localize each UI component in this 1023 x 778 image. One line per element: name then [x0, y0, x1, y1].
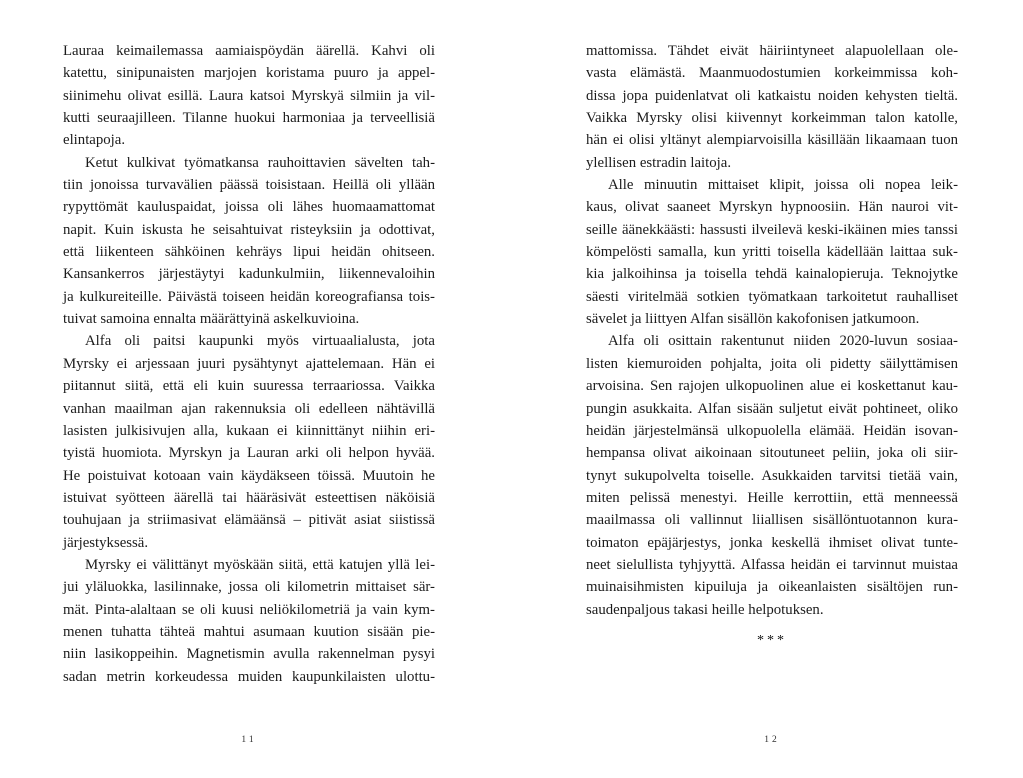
- section-break-asterisks: ***: [757, 632, 787, 648]
- text-line: arvoisina. Sen rajojen ulkopuolinen alue ei koskettanut kau-: [586, 378, 958, 395]
- text-line: listen kiemuroiden pohjalta, joita oli pidetty säilyttämisen: [586, 355, 958, 372]
- text-line: Kansankerros järjestäytyi kadunkulmiin, liikennevaloihin: [63, 266, 435, 283]
- text-line: mät. Pinta-alaltaan se oli kuusi neliökilometriä ja vain kym-: [63, 601, 435, 618]
- text-line: kia jalkoihinsa ja toisella tehdä kainalopieruja. Teknojytke: [586, 266, 958, 283]
- text-line: maailmassa oli vallinnut liiallisen sisällöntuotannon kura-: [586, 512, 958, 529]
- text-line: katettu, sinipunaisten marjojen koristama puuro ja appel-: [63, 65, 435, 82]
- text-line: heidän järjestelmänsä ulkopuolella elämää. Heidän isovan-: [586, 422, 958, 439]
- page-left-text-column: [63, 40, 435, 688]
- text-line: Myrsky ei välittänyt myöskään siitä, että katujen yllä lei-: [85, 556, 435, 573]
- text-line: tuivat samoina ennalta määrättyinä askelkuvioina.: [63, 311, 360, 328]
- text-line: Alfa oli paitsi kaupunki myös virtuaalialusta, jota: [85, 333, 435, 350]
- text-line: tyistä huomiota. Myrskyn ja Lauran arki oli helpon hyvää.: [63, 445, 435, 462]
- text-line: hempansa olivat aikoinaan sitoutuneet peliin, joka oli siir-: [586, 445, 958, 462]
- text-line: kömpelösti samalla, kun yritti toisella kädellään laittaa suk-: [586, 244, 958, 261]
- text-line: järjestyksessä.: [63, 534, 149, 551]
- text-line: ja kulkureiteille. Päivästä toiseen heidän koreografiansa tois-: [63, 288, 435, 305]
- text-line: rypyttömät kauluspaidat, joissa oli lähes huomaamattomat: [63, 199, 435, 216]
- text-line: kaus, olivat saaneet Myrskyn hypnoosiin. Hän nauroi vit-: [586, 199, 958, 216]
- text-line: säesti viritelmää sotkien työmatkaan tarkoitetut rauhalliset: [586, 288, 958, 305]
- text-line: miten pelissä menestyi. Heille kerrottiin, että menneessä: [586, 489, 958, 506]
- text-line: tiin jonoissa turvavälien päässä toisistaan. Heillä oli yllään: [63, 177, 435, 194]
- text-line: kutti seuraajilleen. Tilanne huokui harmoniaa ja terveellisiä: [63, 110, 435, 127]
- text-line: napit. Kuin iskusta he seisahtuivat risteyksiin ja odottivat,: [63, 221, 435, 238]
- text-line: siinimehu olivat esillä. Laura katsoi Myrskyä silmiin ja vil-: [63, 87, 435, 104]
- text-line: He poistuivat kotoaan vain käydäkseen töissä. Muutoin he: [63, 467, 435, 484]
- text-line: Alle minuutin mittaiset klipit, joissa oli nopea leik-: [608, 177, 958, 194]
- text-line: menen tuhatta tähteä mahtui asumaan kuution sisään pie-: [63, 623, 435, 640]
- text-line: muinaisihmisten kipuiluja ja oikeanlaisten sisältöjen run-: [586, 579, 958, 596]
- text-line: lasisten julkisivujen alla, kukaan ei kiinnittänyt niihin eri-: [63, 422, 435, 439]
- text-line: niin lasikoppeihin. Magnetismin avulla rakennelman pysyi: [63, 646, 435, 663]
- page-left: [0, 0, 511, 778]
- page-right-number: 12: [764, 735, 780, 745]
- text-line: Alfa oli osittain rakentunut niiden 2020-luvun sosiaa-: [608, 333, 958, 350]
- text-line: dissa jopa puidenlatvat oli katkaistu noiden kehysten tieltä.: [586, 87, 958, 104]
- text-line: pungin asukkaita. Alfan sisään suljetut eivät pohtineet, oliko: [586, 400, 958, 417]
- page-right: [511, 0, 1023, 778]
- text-line: seille äänekkäästi: hassusti ilveilevä keski-ikäinen mies tanssi: [586, 221, 958, 238]
- text-line: saudenpaljous takasi heille helpotuksen.: [586, 601, 824, 618]
- text-line: tynyt sukupolvelta toiselle. Asukkaiden tarvitsi tietää vain,: [586, 467, 958, 484]
- page-left-number: 11: [241, 735, 257, 745]
- text-line: elintapoja.: [63, 132, 126, 149]
- text-line: vasta elämästä. Maanmuodostumien korkeimmissa koh-: [586, 65, 958, 82]
- text-line: neet sielullista tyhjyyttä. Alfassa heidän ei tarvinnut muistaa: [586, 556, 958, 573]
- text-line: sävelet ja liittyen Alfan sisällön kakofonisen jatkumoon.: [586, 311, 920, 328]
- text-line: Vaikka Myrsky olisi kiivennyt korkeimman talon katolle,: [586, 110, 958, 127]
- text-line: ylellisen estradin laitoja.: [586, 154, 732, 171]
- text-line: Lauraa keimailemassa aamiaispöydän äärellä. Kahvi oli: [63, 43, 435, 59]
- page-right-text-column: [586, 40, 958, 652]
- text-line: mattomissa. Tähdet eivät häiriintyneet alapuolellaan ole-: [586, 43, 958, 59]
- text-line: jui yläluokka, lasilinnake, jossa oli kilometrin mittaiset sär-: [63, 579, 435, 596]
- text-line: toimaton epäjärjestys, jonka keskellä ihmiset olivat tunte-: [586, 534, 958, 551]
- text-line: hän ei olisi yltänyt alempiarvoisilla käsillään likaamaan tuon: [586, 132, 958, 149]
- text-line: sadan metrin korkeudessa muiden kaupunkilaisten ulottu-: [63, 668, 435, 685]
- text-line: että liikenteen sähköinen kehräys lipui heidän ohitseen.: [63, 244, 435, 261]
- text-line: piitannut siitä, että eli kuin suuressa terraariossa. Vaikka: [63, 378, 435, 395]
- text-line: touhujaan ja striimasivat elämäänsä – pitivät asiat siistissä: [63, 512, 435, 529]
- text-line: Ketut kulkivat työmatkansa rauhoittavien sävelten tah-: [85, 154, 435, 171]
- text-line: istuivat syötteen äärellä tai hääräsivät esteettisen näköisiä: [63, 489, 435, 506]
- text-line: vanhan maailman ajan rakennuksia oli edelleen nähtävillä: [63, 400, 435, 417]
- text-line: Myrsky ei arjessaan juuri pysähtynyt ajattelemaan. Hän ei: [63, 355, 435, 372]
